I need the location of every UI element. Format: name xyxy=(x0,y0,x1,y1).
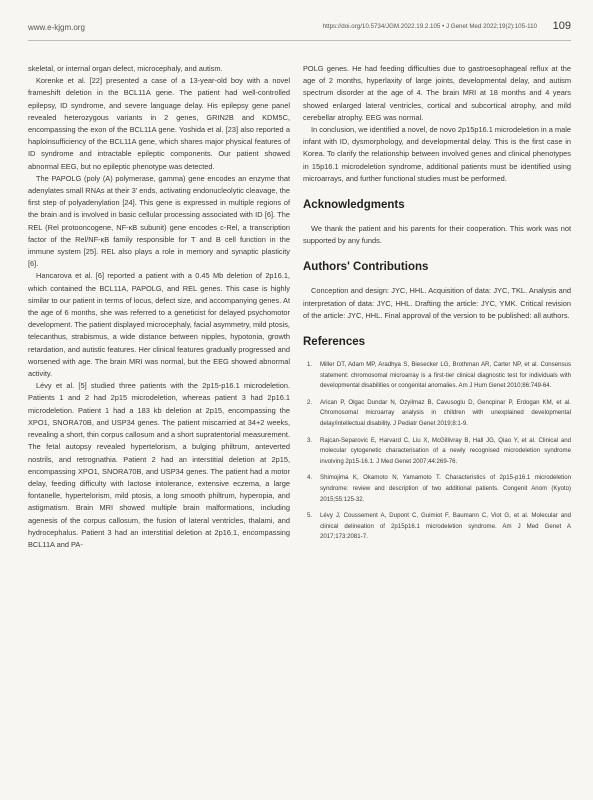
reference-text: Arican P, Olgac Dundar N, Ozyilmaz B, Cavusoglu D, Gencpinar P, Erdogan KM, et al. Chromosomal microarray analysis in children with unexplained developmental delay/intellectual disability. J Pediatr Genet 2019;8:1-9. xyxy=(320,398,571,428)
reference-list xyxy=(303,360,571,543)
reference-number: 1. xyxy=(307,361,313,369)
paragraph: POLG genes. He had feeding difficulties due to gastroesophageal reflux at the age of 2 months, hyperlaxity of large joints, developmental delay, and autism spectrum disorder at the age of 4. The brain MRI at 18 months and 4 years showed enlarged lateral ventricles, cortical and subcortical atrophy, and mild cerebellar atrophy. EEG was normal. xyxy=(303,64,571,122)
paragraph: Hancarova et al. [6] reported a patient with a 0.45 Mb deletion of 2p16.1, which contained the BCL11A, PAPOLG, and REL genes. This case is highly similar to our patient in terms of locus, defect size, and accompanying genes. At the age of 6 months, she was referred to a geneticist for delayed psychomotor development. The patient displayed microcephaly, facial asymmetry, mild ptosis, telecanthus, strabismus, a wide distance between nipples, hypotonia, growth retardation, and autistic features. Her clinical features gradually progressed and worsened with age. The brain MRI was normal, but the EEG showed abnormal activity. xyxy=(28,271,290,379)
reference-number: 4. xyxy=(307,474,313,482)
reference-number: 5. xyxy=(307,512,313,520)
reference-text: Shimojima K, Okamoto N, Yamamoto T. Characteristics of 2p15-p16.1 microdeletion syndrome: review and description of two additional patients. Congenit Anom (Kyoto) 2015;55:125-32. xyxy=(320,474,571,503)
paragraph: In conclusion, we identified a novel, de novo 2p15p16.1 microdeletion in a male infant with ID, dysmorphology, and developmental delay. This is the first case in Korea. To clarify the relationship between involved genes and clinical phenotypes in 15p16.1 microdeletion syndrome, additional patients must be identified using microarrays, and further functional studies must be performed. xyxy=(303,125,571,183)
reference-item xyxy=(303,436,571,468)
reference-number: 2. xyxy=(307,398,313,406)
contributions-heading: Authors' Contributions xyxy=(303,261,429,274)
paragraph: The PAPOLG (poly (A) polymerase, gamma) gene encodes an enzyme that adenylates small RNAs at their 3' ends, activating endonucleolytic cleavage, the first step of polyadenylation [24]. This gene is expressed in multiple regions of the brain and is involved in basic cellular processing associated with ID [6]. The REL (Rel protooncogene, NF-κB subunit) gene encodes c-Rel, a transcription factor of the Rel/NF-κB family responsible for T and B cell function in the immune system [25]. REL also plays a role in memory and synaptic plasticity [6]. xyxy=(28,173,290,269)
header-rule xyxy=(28,40,571,41)
acknowledgments-heading: Acknowledgments xyxy=(303,199,405,212)
reference-number: 3. xyxy=(307,436,313,444)
reference-item xyxy=(303,511,571,543)
references-heading: References xyxy=(303,336,366,349)
page-header xyxy=(28,18,571,38)
page-number: 109 xyxy=(552,20,571,32)
doi-citation[interactable]: https://doi.org/10.5734/JGM.2022.19.2.105 • J Genet Med 2022;19(2):105-110 xyxy=(322,23,537,30)
reference-item xyxy=(303,473,571,505)
left-column xyxy=(28,63,290,551)
reference-text: Miller DT, Adam MP, Aradhya S, Biesecker LG, Brothman AR, Carter NP, et al. Consensus statement: chromosomal microarray is a first-tier clinical diagnostic test for individuals with developmental disabilities or congenital anomalies. Am J Hum Genet 2010;86:749-64. xyxy=(320,361,571,390)
reference-item xyxy=(303,360,571,392)
reference-text: Rajcan-Separovic E, Harvard C, Liu X, McGillivray B, Hall JG, Qiao Y, et al. Clinical and molecular cytogenetic characterisation of a newly recognised microdeletion syndrome involving 2p15-16.1. J Med Genet 2007;44:269-76. xyxy=(320,436,571,465)
paragraph: Korenke et al. [22] presented a case of a 13-year-old boy with a novel frameshift deletion in the BCL11A gene. The patient had well-controlled epilepsy, ID syndrome, and severe language delay. His epilepsy gene panel revealed heterozygous variants in 2 genes, GRIN2B and KDM5C, encompassing the exon of the BCL11A gene. Yoshida et al. [23] also reported a haploinsufficiency of the BCL11A gene, which shares major physical features of ID syndrome and intractable epileptic components. Our patient showed abnormal EEG, but no epileptic phenotype was detected. xyxy=(28,76,290,171)
acknowledgments-text: We thank the patient and his parents for their cooperation. This work was not supported by any funds. xyxy=(303,224,571,246)
contributions-text: Conception and design: JYC, HHL. Acquisition of data: JYC, TKL. Analysis and interpretation of data: JYC, HHL. Drafting the article: JYC, YMK. Critical revision of the article: JYC, HHL. Final approval of the version to be published: all authors. xyxy=(303,286,571,320)
paragraph: skeletal, or internal organ defect, microcephaly, and autism. xyxy=(28,64,223,73)
right-column xyxy=(303,63,571,549)
reference-item xyxy=(303,398,571,430)
reference-text: Lévy J, Coussement A, Dupont C, Guimiot F, Baumann C, Viot G, et al. Molecular and clinical delineation of 2p15p16.1 microdeletion syndrome. Am J Med Genet A 2017;173:2081-7. xyxy=(320,512,571,541)
paragraph: Lévy et al. [5] studied three patients with the 2p15-p16.1 microdeletion. Patients 1 and 2 had 2p15 microdeletion, whereas patient 3 had 2p16.1 microdeletion. Patient 1 had a 183 kb deletion at 2p15, encompassing the XPO1, SNORA70B, and USP34 genes. The patient miscarried at 34+2 weeks, revealing a short, thin corpus callosum and a short supratentorial measurement. The fetal autopsy revealed hypertelorism, a bulging philtrum, anteverted nostrils, and retrognathia. Patient 2 had an interstitial deletion at 2p15, encompassing XPO1, SNORA70B, and USP34 genes. The patient had a motor delay, feeding difficulty with lactose intolerance, extensive eczema, a large fontanelle, hypertelorism, mild ptosis, a long smooth philtrum, hyperopia, and astigmatism. Brain MRI showed multiple brain malformations, including agenesis of the corpus callosum, the fusion of lateral ventricles, thalami, and hydrocephalus. Patient 3 had an interstitial deletion at 2p16.1, encompassing BCL11A and PA- xyxy=(28,381,290,549)
journal-site[interactable]: www.e-kjgm.org xyxy=(28,23,85,32)
